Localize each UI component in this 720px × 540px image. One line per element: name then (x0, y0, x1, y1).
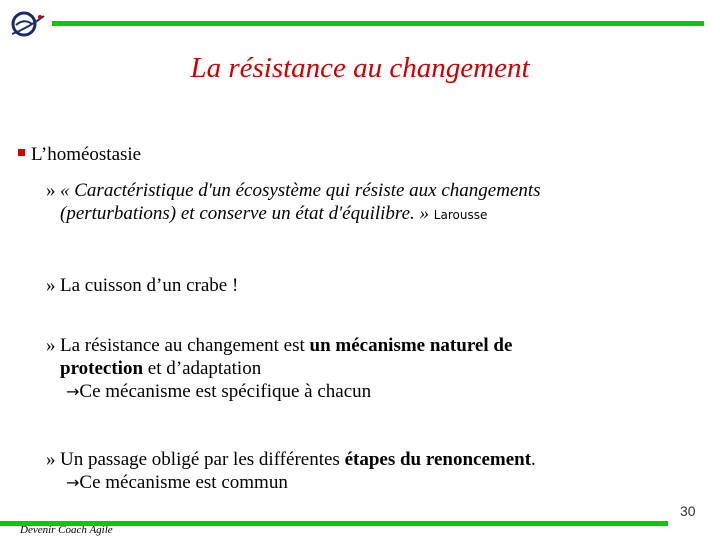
section-heading-text: L’homéostasie (31, 144, 142, 165)
bullet-marker: » (46, 275, 56, 296)
quote-line-1: « Caractéristique d'un écosystème qui résiste aux changements (60, 180, 541, 201)
square-bullet-icon (18, 149, 25, 156)
list-item-crab (46, 274, 238, 297)
quote-source: Larousse (433, 208, 488, 222)
section-heading (18, 144, 141, 166)
list-item-renoncement (46, 448, 536, 494)
bold-text: un mécanisme naturel de (309, 335, 513, 356)
bold-text: étapes du renoncement (344, 449, 532, 470)
list-item-text: La cuisson d’un crabe ! (60, 275, 239, 296)
arrow-icon: → (66, 473, 80, 492)
arrow-icon: → (66, 382, 80, 401)
slide-title: La résistance au changement (190, 52, 530, 84)
top-divider (52, 21, 704, 26)
bullet-marker: » (46, 335, 56, 356)
list-item-text: . (531, 449, 536, 470)
page-number: 30 (680, 503, 696, 519)
list-item-text: et d’adaptation (143, 358, 262, 379)
list-item-text: La résistance au changement est (60, 335, 310, 356)
list-item-text: Un passage obligé par les différentes (60, 449, 345, 470)
bullet-marker: » (46, 180, 56, 201)
sub-point-text: Ce mécanisme est spécifique à chacun (79, 381, 372, 402)
quote-line-2: (perturbations) et conserve un état d'équilibre. » (60, 203, 430, 224)
bold-text: protection (60, 358, 144, 379)
list-item-quote (46, 179, 541, 227)
sub-point-text: Ce mécanisme est commun (79, 472, 288, 493)
logo-icon (10, 8, 46, 40)
bullet-marker: » (46, 449, 56, 470)
list-item-resistance (46, 334, 512, 403)
footer-text: Devenir Coach Agile (20, 524, 113, 536)
